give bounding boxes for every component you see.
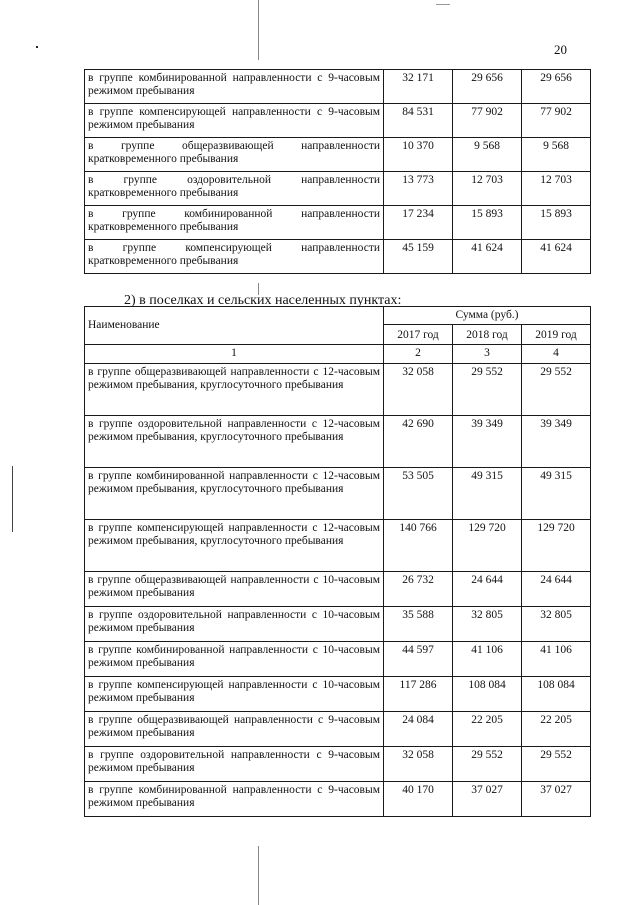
value-2018: 29 656 <box>453 70 522 104</box>
value-2017: 26 732 <box>384 572 453 607</box>
value-2019: 49 315 <box>522 468 591 520</box>
value-2019: 15 893 <box>522 206 591 240</box>
header-year-2017: 2017 год <box>384 325 453 345</box>
table-row <box>85 642 591 677</box>
row-name: в группе оздоровительной направленности с 9-часовым режимом пребывания <box>85 747 384 782</box>
scan-mark <box>36 46 38 48</box>
column-index-3: 3 <box>453 345 522 364</box>
scan-mark <box>258 846 259 905</box>
table-row <box>85 240 591 274</box>
value-2018: 29 552 <box>453 747 522 782</box>
value-2017: 40 170 <box>384 782 453 817</box>
table-row <box>85 607 591 642</box>
value-2017: 13 773 <box>384 172 453 206</box>
value-2017: 35 588 <box>384 607 453 642</box>
column-index-2: 2 <box>384 345 453 364</box>
value-2018: 108 084 <box>453 677 522 712</box>
row-name: в группе комбинированной направленности кратковременного пребывания <box>85 206 384 240</box>
row-name: в группе компенсирующей направленности с 12-часовым режимом пребывания, круглосуточного пребывания <box>85 520 384 572</box>
header-year-2019: 2019 год <box>522 325 591 345</box>
table-row <box>85 70 591 104</box>
value-2019: 41 106 <box>522 642 591 677</box>
value-2018: 39 349 <box>453 416 522 468</box>
row-name: в группе общеразвивающей направленности с 9-часовым режимом пребывания <box>85 712 384 747</box>
value-2019: 29 552 <box>522 364 591 416</box>
value-2017: 10 370 <box>384 138 453 172</box>
table-row <box>85 138 591 172</box>
row-name: в группе компенсирующей направленности кратковременного пребывания <box>85 240 384 274</box>
value-2017: 53 505 <box>384 468 453 520</box>
row-name: в группе общеразвивающей направленности с 12-часовым режимом пребывания, круглосуточного пребывания <box>85 364 384 416</box>
value-2019: 9 568 <box>522 138 591 172</box>
row-name: в группе оздоровительной направленности с 12-часовым режимом пребывания, круглосуточного пребывания <box>85 416 384 468</box>
row-name: в группе компенсирующей направленности с 10-часовым режимом пребывания <box>85 677 384 712</box>
table-row <box>85 172 591 206</box>
table-row <box>85 747 591 782</box>
page-number: 20 <box>554 42 567 57</box>
row-name: в группе оздоровительной направленности кратковременного пребывания <box>85 172 384 206</box>
value-2019: 32 805 <box>522 607 591 642</box>
table2-body <box>85 364 591 817</box>
value-2017: 42 690 <box>384 416 453 468</box>
scan-mark <box>12 466 13 532</box>
row-name: в группе комбинированной направленности с 9-часовым режимом пребывания <box>85 70 384 104</box>
value-2018: 12 703 <box>453 172 522 206</box>
scan-mark <box>436 4 450 5</box>
header-sum: Сумма (руб.) <box>384 307 591 325</box>
table-continued <box>84 69 591 274</box>
value-2018: 29 552 <box>453 364 522 416</box>
column-index-4: 4 <box>522 345 591 364</box>
value-2018: 37 027 <box>453 782 522 817</box>
table-row <box>85 520 591 572</box>
value-2018: 22 205 <box>453 712 522 747</box>
section-title: 2) в поселках и сельских населенных пунктах: <box>124 293 402 308</box>
value-2018: 41 106 <box>453 642 522 677</box>
value-2018: 129 720 <box>453 520 522 572</box>
scan-mark <box>258 0 259 60</box>
table-row <box>85 104 591 138</box>
value-2019: 41 624 <box>522 240 591 274</box>
table1-body <box>85 70 591 274</box>
value-2017: 84 531 <box>384 104 453 138</box>
value-2018: 77 902 <box>453 104 522 138</box>
table-row <box>85 468 591 520</box>
value-2019: 29 656 <box>522 70 591 104</box>
value-2017: 45 159 <box>384 240 453 274</box>
row-name: в группе общеразвивающей направленности кратковременного пребывания <box>85 138 384 172</box>
value-2017: 32 058 <box>384 364 453 416</box>
row-name: в группе комбинированной направленности с 9-часовым режимом пребывания <box>85 782 384 817</box>
value-2018: 15 893 <box>453 206 522 240</box>
row-name: в группе комбинированной направленности с 10-часовым режимом пребывания <box>85 642 384 677</box>
column-index-1: 1 <box>85 345 384 364</box>
value-2019: 108 084 <box>522 677 591 712</box>
value-2018: 41 624 <box>453 240 522 274</box>
value-2018: 9 568 <box>453 138 522 172</box>
value-2017: 24 084 <box>384 712 453 747</box>
value-2018: 24 644 <box>453 572 522 607</box>
value-2017: 17 234 <box>384 206 453 240</box>
value-2018: 32 805 <box>453 607 522 642</box>
value-2019: 29 552 <box>522 747 591 782</box>
value-2017: 32 171 <box>384 70 453 104</box>
value-2019: 37 027 <box>522 782 591 817</box>
value-2017: 32 058 <box>384 747 453 782</box>
table-row <box>85 416 591 468</box>
table-rural <box>84 306 591 817</box>
header-year-2018: 2018 год <box>453 325 522 345</box>
value-2019: 77 902 <box>522 104 591 138</box>
table-row <box>85 206 591 240</box>
header-name: Наименование <box>85 307 384 345</box>
value-2017: 44 597 <box>384 642 453 677</box>
value-2019: 24 644 <box>522 572 591 607</box>
table-row <box>85 572 591 607</box>
row-name: в группе комбинированной направленности с 12-часовым режимом пребывания, круглосуточного пребывания <box>85 468 384 520</box>
table-row <box>85 782 591 817</box>
table-row <box>85 677 591 712</box>
value-2017: 140 766 <box>384 520 453 572</box>
table-row <box>85 364 591 416</box>
table2-header <box>85 307 591 364</box>
row-name: в группе оздоровительной направленности с 10-часовым режимом пребывания <box>85 607 384 642</box>
value-2019: 22 205 <box>522 712 591 747</box>
table-row <box>85 712 591 747</box>
value-2019: 39 349 <box>522 416 591 468</box>
value-2019: 12 703 <box>522 172 591 206</box>
row-name: в группе компенсирующей направленности с 9-часовым режимом пребывания <box>85 104 384 138</box>
value-2017: 117 286 <box>384 677 453 712</box>
value-2018: 49 315 <box>453 468 522 520</box>
row-name: в группе общеразвивающей направленности с 10-часовым режимом пребывания <box>85 572 384 607</box>
value-2019: 129 720 <box>522 520 591 572</box>
